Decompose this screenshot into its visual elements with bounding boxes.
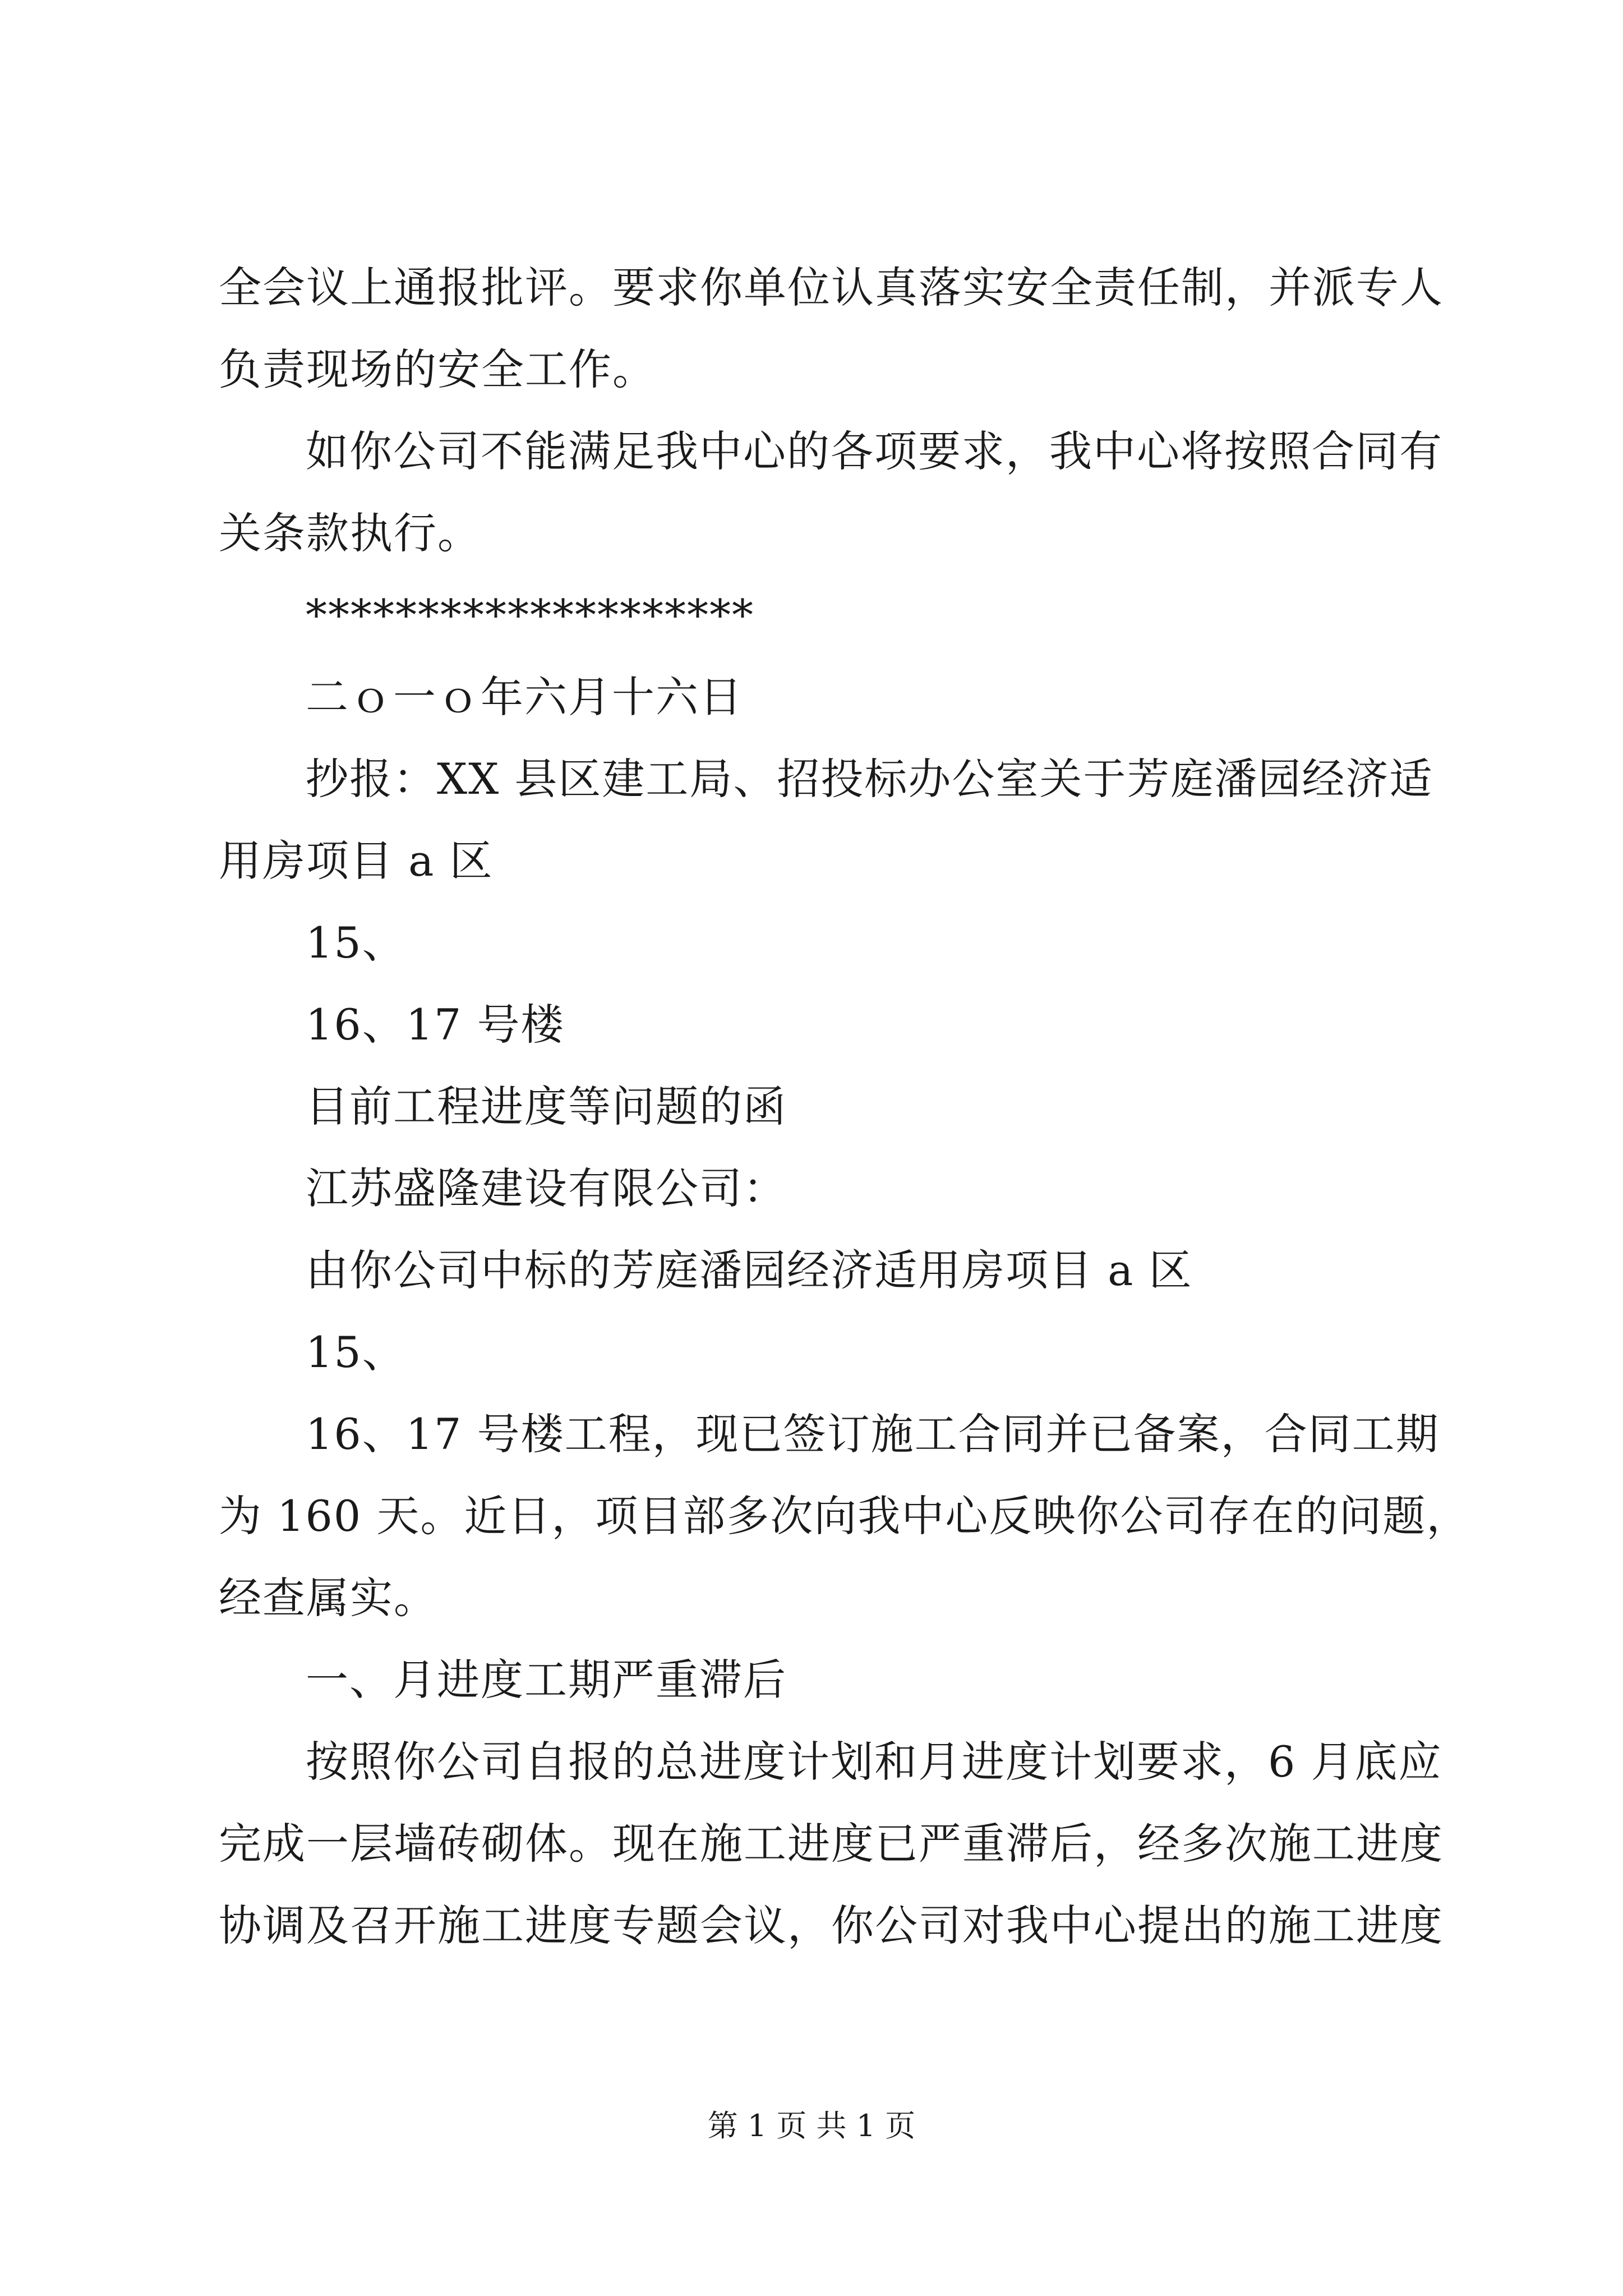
text-line: 15、 <box>306 918 406 968</box>
letter-title-line: 目前工程进度等问题的函 <box>306 1082 787 1131</box>
text-line: 经查属实。 <box>219 1573 437 1623</box>
text-line: 用房项目 a 区 <box>219 836 494 886</box>
text-line: 如你公司不能满足我中心的各项要求，我中心将按照合同有 <box>306 426 1443 476</box>
document-date: 二ｏ一ｏ年六月十六日 <box>306 672 743 722</box>
page-number-footer: 第 1 页 共 1 页 <box>707 2108 916 2143</box>
text-line: 由你公司中标的芳庭潘园经济适用房项目 a 区 <box>306 1245 1193 1295</box>
document-body <box>219 247 1470 1967</box>
text-line: 全会议上通报批评。要求你单位认真落实安全责任制，并派专人 <box>219 263 1444 312</box>
text-line: 16、17 号楼工程，现已签订施工合同并已备案，合同工期 <box>306 1409 1440 1459</box>
text-line: 关条款执行。 <box>219 508 481 558</box>
addressee: 江苏盛隆建设有限公司： <box>306 1163 787 1213</box>
text-line: 15、 <box>306 1327 406 1377</box>
text-line: 抄报：XX 县区建工局、招投标办公室关于芳庭潘园经济适 <box>306 754 1433 804</box>
text-line: 完成一层墙砖砌体。现在施工进度已严重滞后，经多次施工进度 <box>219 1819 1444 1869</box>
text-line: 按照你公司自报的总进度计划和月进度计划要求，6 月底应 <box>306 1737 1442 1787</box>
signature-placeholder: ******************** <box>306 590 754 640</box>
section-heading: 一、月进度工期严重滞后 <box>306 1655 787 1705</box>
text-line: 负责现场的安全工作。 <box>219 344 656 394</box>
text-line: 16、17 号楼 <box>306 1000 565 1050</box>
text-line: 协调及召开施工进度专题会议，你公司对我中心提出的施工进度 <box>219 1901 1444 1950</box>
text-line: 为 160 天。近日，项目部多次向我中心反映你公司存在的问题， <box>219 1491 1470 1541</box>
